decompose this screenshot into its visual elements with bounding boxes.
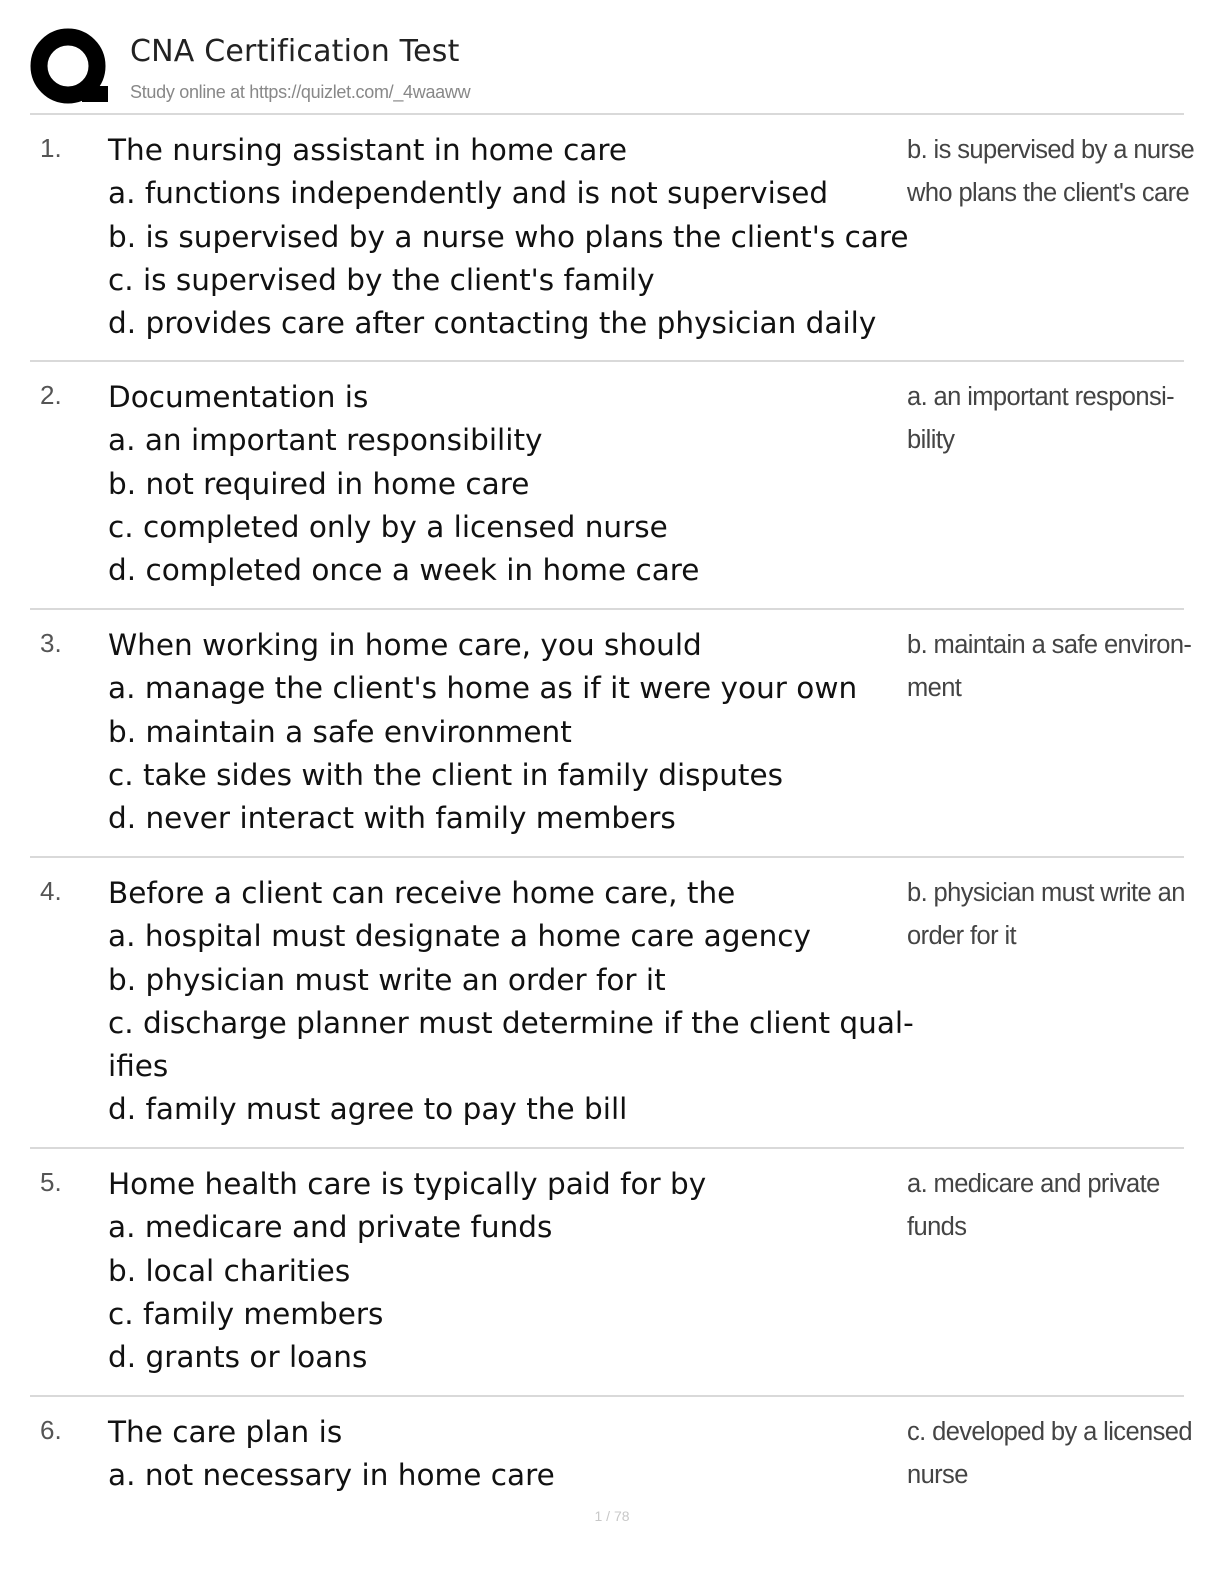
card-answer	[907, 872, 1185, 959]
term-line: c. is supervised by the client's family	[108, 262, 655, 297]
card-answer	[907, 624, 1192, 711]
answer-line: order for it	[907, 922, 1017, 951]
term-line: a. an important responsibility	[108, 423, 543, 458]
card-number: 3.	[40, 628, 62, 658]
flashcard-2	[30, 362, 1184, 610]
answer-line: c. developed by a licensed	[907, 1418, 1192, 1446]
page-header	[30, 26, 1184, 112]
card-number: 1.	[40, 133, 62, 163]
term-line: c. family members	[108, 1296, 384, 1331]
card-answer	[907, 376, 1177, 463]
flashcard-4	[30, 858, 1184, 1149]
flashcard-1	[30, 115, 1195, 362]
document-title: CNA Certification Test	[130, 34, 460, 69]
term-line: d. family must agree to pay the bill	[108, 1092, 628, 1127]
answer-line: who plans the client's care	[907, 179, 1190, 208]
answer-line: ment	[907, 674, 962, 703]
card-number: 6.	[40, 1415, 62, 1445]
term-line: b. not required in home care	[108, 466, 530, 501]
answer-line: b. is supervised by a nurse	[907, 136, 1195, 164]
answer-line: b. physician must write an	[907, 879, 1185, 907]
card-answer	[907, 1163, 1177, 1250]
term-line: a. not necessary in home care	[108, 1458, 555, 1493]
term-line: d. provides care after contacting the physician daily	[108, 306, 877, 341]
term-line: b. local charities	[108, 1253, 351, 1288]
term-line: d. completed once a week in home care	[108, 553, 700, 588]
term-line: d. grants or loans	[108, 1340, 368, 1375]
study-online-link[interactable]: Study online at https://quizlet.com/_4waaww	[130, 82, 471, 102]
term-line: The care plan is	[108, 1415, 343, 1449]
card-term	[108, 1411, 903, 1498]
card-number: 5.	[40, 1167, 62, 1197]
card-answer	[907, 129, 1195, 216]
term-line: c. take sides with the client in family disputes	[108, 757, 784, 792]
term-line: When working in home care, you should	[108, 628, 702, 662]
term-line: c. discharge planner must determine if the client qual-	[108, 1005, 914, 1040]
answer-line: bility	[907, 426, 955, 455]
term-line: Documentation is	[108, 380, 369, 414]
term-line: b. maintain a safe environment	[108, 714, 572, 749]
flashcard-3	[30, 610, 1192, 858]
card-term	[108, 129, 909, 345]
answer-line: a. medicare and private	[907, 1170, 1160, 1198]
card-number: 4.	[40, 876, 62, 906]
answer-line: b. maintain a safe environ-	[907, 631, 1192, 659]
term-line: a. hospital must designate a home care agency	[108, 919, 811, 954]
card-number: 2.	[40, 380, 62, 410]
card-term	[108, 376, 903, 592]
term-line: Before a client can receive home care, the	[108, 876, 736, 910]
term-line: d. never interact with family members	[108, 801, 676, 836]
card-term	[108, 872, 914, 1132]
term-line: a. manage the client's home as if it were your own	[108, 671, 858, 706]
term-line: Home health care is typically paid for by	[108, 1167, 707, 1201]
term-line: a. medicare and private funds	[108, 1210, 553, 1245]
answer-line: a. an important responsi-	[907, 383, 1175, 411]
term-line: b. is supervised by a nurse who plans the client's care	[108, 219, 909, 254]
term-line: ifies	[108, 1049, 169, 1084]
page-number: 1 / 78	[594, 1508, 630, 1524]
card-term	[108, 624, 903, 840]
flashcard-6	[30, 1397, 1192, 1507]
term-line: a. functions independently and is not supervised	[108, 176, 829, 211]
term-line: b. physician must write an order for it	[108, 962, 666, 997]
term-line: The nursing assistant in home care	[108, 133, 628, 167]
card-term	[108, 1163, 903, 1379]
answer-line: nurse	[907, 1461, 968, 1490]
term-line: c. completed only by a licensed nurse	[108, 509, 668, 544]
flashcard-5	[30, 1149, 1184, 1397]
quizlet-logo-icon	[30, 28, 110, 108]
card-answer	[907, 1411, 1192, 1498]
answer-line: funds	[907, 1213, 967, 1242]
flashcard-list	[30, 115, 1195, 1507]
